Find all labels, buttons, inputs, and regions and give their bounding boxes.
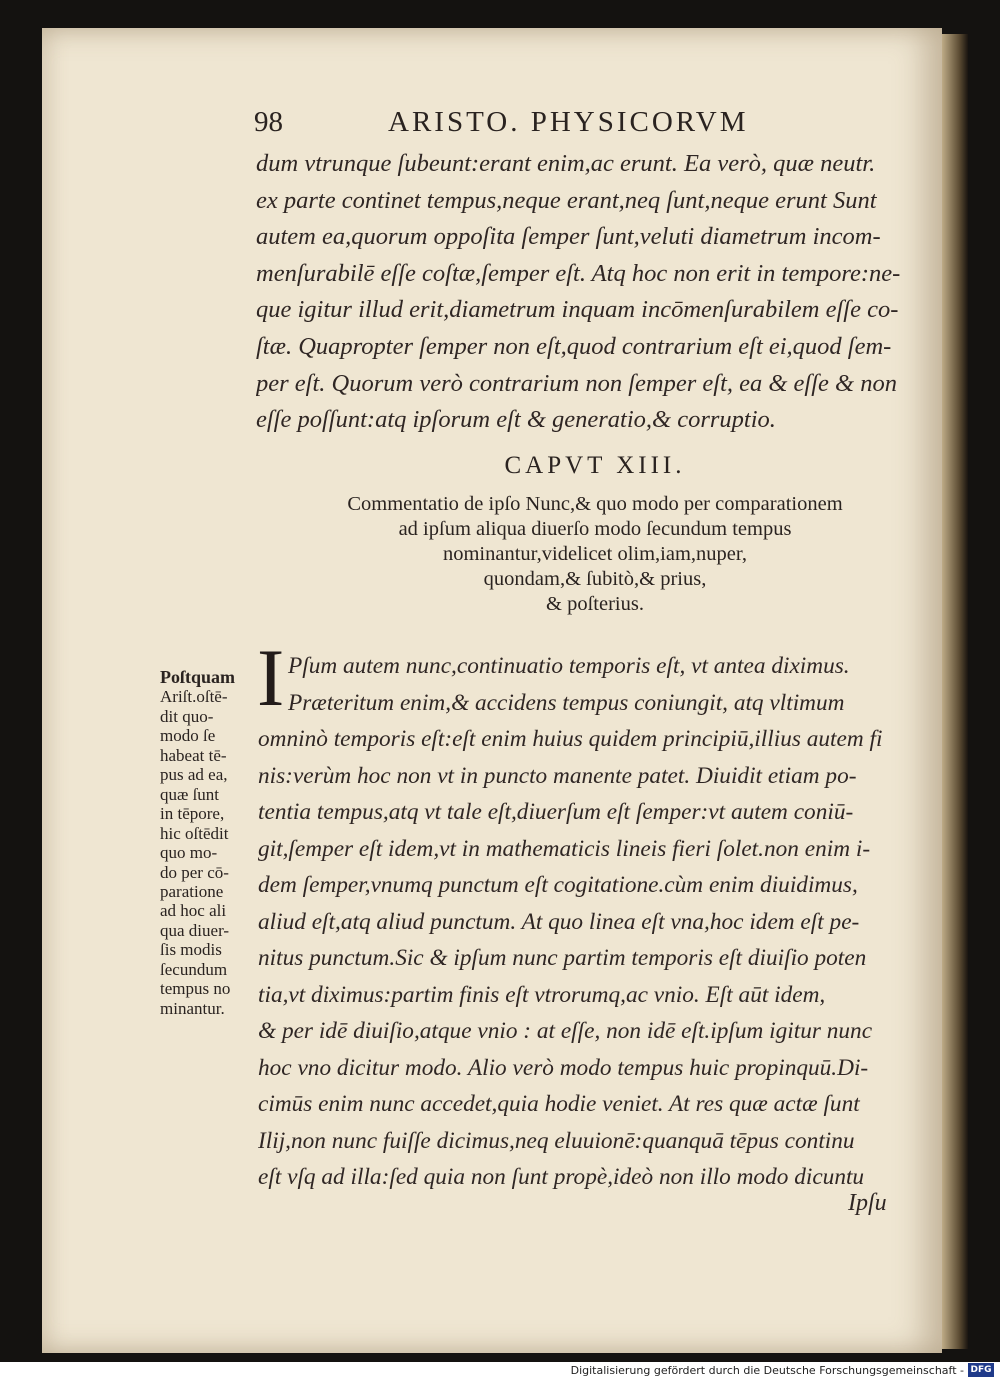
text-line: nitus punctum.Sic & ipſum nunc partim temporis eſt diuiſio poten [258,945,867,971]
body-text-block [256,146,924,439]
text-line: eſt vſq ad illa:ſed quia non ſunt propè,ideò non illo modo dicuntu [258,1164,865,1190]
dfg-logo-icon: DFG [968,1363,994,1377]
margin-note-line: tempus no [160,979,231,999]
text-line: que igitur illud erit,diametrum inquam incōmenſurabilem eſſe co- [256,296,899,324]
main-text-block [257,632,918,1196]
margin-note-line: in tēpore, [160,804,225,824]
page-number: 98 [254,106,283,138]
margin-note-line: do per cō- [160,862,229,882]
text-line: Præteritum enim,& accidens tempus coniungit, atq vltimum [288,689,845,716]
running-head-title: ARISTO. PHYSICORVM [388,106,749,138]
margin-note-line: modo ſe [160,726,216,746]
text-line: ſtæ. Quapropter ſemper non eſt,quod contrarium eſt ei,quod ſem- [256,332,892,360]
funding-credit: Digitalisierung gefördert durch die Deutsche Forschungsgemeinschaft - [570,1364,964,1377]
catchword: Ipſu [848,1190,887,1216]
margin-note-line: ſis modis [160,940,222,960]
text-line: per eſt. Quorum verò contrarium non ſemper eſt, ea & eſſe & non [256,369,897,397]
page-edge [940,34,968,1349]
chapter-summary [280,492,910,617]
margin-note-line: ſecundum [160,959,228,979]
text-line: dem ſemper,vnumq punctum eſt cogitatione.cùm enim diuidimus, [258,872,858,898]
drop-cap: I [257,632,285,723]
text-line: dum vtrunque ſubeunt:erant enim,ac erunt. Ea verò, quæ neutr. [256,150,876,177]
text-line: Ilij,non nunc fuiſſe dicimus,neq eluuionē:quanquā tēpus continu [258,1127,855,1154]
text-line: git,ſemper eſt idem,vt in mathematicis lineis fieri ſolet.non enim i- [258,835,871,862]
summary-line: Commentatio de ipſo Nunc,& quo modo per comparationem [347,493,843,515]
text-line: hoc vno dicitur modo. Alio verò modo tempus huic propinquū.Di- [258,1054,869,1081]
text-line: menſurabilē eſſe coſtæ,ſemper eſt. Atq hoc non erit in tempore:ne- [256,259,901,287]
margin-note-line: Poſtquam [160,667,236,687]
text-line: omninò temporis eſt:eſt enim huius quidem principiū,illius autem fi [258,726,883,752]
summary-line: & poſterius. [546,593,644,615]
text-line: autem ea,quorum oppoſita ſemper ſunt,veluti diametrum incom- [256,223,881,251]
margin-note-line: qua diuer- [160,920,230,940]
margin-note-line: ad hoc ali [160,901,227,921]
margin-note-line: quæ ſunt [160,784,220,804]
chapter-heading: CAPVT XIII. [504,452,686,479]
margin-note-line: paratione [160,881,224,901]
margin-note-line: pus ad ea, [160,765,228,785]
margin-note-line: quo mo- [160,843,218,863]
margin-note-line: Ariſt.oſtē- [160,687,228,707]
text-line: ex parte continet tempus,neque erant,neq ſunt,neque erunt Sunt [256,186,877,214]
text-line: & per idē diuiſio,atque vnio : at eſſe, non idē eſt.ipſum igitur nunc [258,1018,873,1044]
margin-note-line: habeat tē- [160,745,227,765]
text-line: nis:verùm hoc non vt in puncto manente patet. Diuidit etiam po- [258,762,857,789]
margin-note [160,668,256,1018]
margin-note-line: dit quo- [160,706,214,726]
margin-note-line: minantur. [160,998,225,1018]
running-head [254,106,774,144]
summary-line: nominantur,videlicet olim,iam,nuper, [442,543,748,565]
text-line: Pſum autem nunc,continuatio temporis eſt, vt antea diximus. [288,653,850,679]
text-line: aliud eſt,atq aliud punctum. At quo linea eſt vna,hoc idem eſt pe- [258,908,860,935]
text-line: eſſe poſſunt:atq ipſorum eſt & generatio,& corruptio. [256,406,776,434]
margin-note-line: hic oſtēdit [160,823,229,843]
summary-line: quondam,& ſubitò,& prius, [483,568,707,590]
summary-line: ad ipſum aliqua diuerſo modo ſecundum tempus [398,518,792,540]
text-line: tia,vt diximus:partim finis eſt vtrorumq,ac vnio. Eſt aūt idem, [258,981,826,1008]
text-line: cimūs enim nunc accedet,quia hodie veniet. At res quæ actæ ſunt [258,1091,860,1117]
text-line: tentia tempus,atq vt tale eſt,diuerſum eſt ſemper:vt autem coniū- [258,799,854,825]
